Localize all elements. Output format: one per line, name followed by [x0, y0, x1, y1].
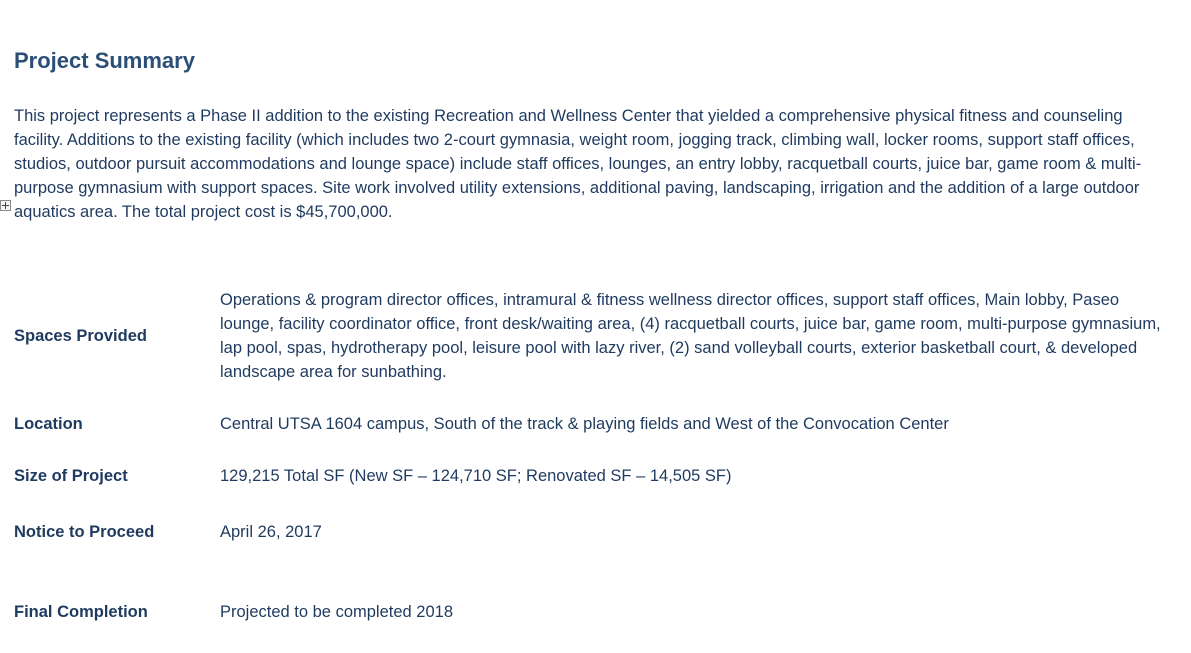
- location-value: Central UTSA 1604 campus, South of the track & playing fields and West of the Convocation Center: [220, 415, 949, 433]
- page-title: Project Summary: [14, 48, 195, 73]
- size-of-project-label: Size of Project: [14, 467, 128, 485]
- notice-to-proceed-value: April 26, 2017: [220, 523, 322, 541]
- notice-to-proceed-label: Notice to Proceed: [14, 523, 155, 541]
- project-summary-paragraph: This project represents a Phase II addition to the existing Recreation and Wellness Center that yielded a comprehensive physical fitness and counseling facility. Additions to the existing facility (which includes two 2-court gymnasia, weight room, jogging track, climbing wall, locker rooms, support staff offices, studios, outdoor pursuit accommodations and lounge space) include staff offices, lounges, an entry lobby, racquetball courts, juice bar, game room & multi-purpose gymnasium with support spaces. Site work involved utility extensions, additional paving, landscaping, irrigation and the addition of a large outdoor aquatics area. The total project cost is $45,700,000.: [14, 107, 1142, 221]
- location-label: Location: [14, 415, 83, 433]
- table-move-handle-icon[interactable]: [0, 200, 11, 211]
- size-of-project-value: 129,215 Total SF (New SF – 124,710 SF; Renovated SF – 14,505 SF): [220, 467, 732, 485]
- final-completion-label: Final Completion: [14, 603, 148, 621]
- spaces-provided-label: Spaces Provided: [14, 327, 147, 345]
- final-completion-value: Projected to be completed 2018: [220, 603, 453, 621]
- spaces-provided-value: Operations & program director offices, intramural & fitness wellness director offices, support staff offices, Main lobby, Paseo lounge, facility coordinator office, front desk/waiting area, (4) racquetball courts, juice bar, game room, multi-purpose gymnasium, lap pool, spas, hydrotherapy pool, leisure pool with lazy river, (2) sand volleyball courts, exterior basketball court, & developed landscape area for sunbathing.: [220, 291, 1161, 381]
